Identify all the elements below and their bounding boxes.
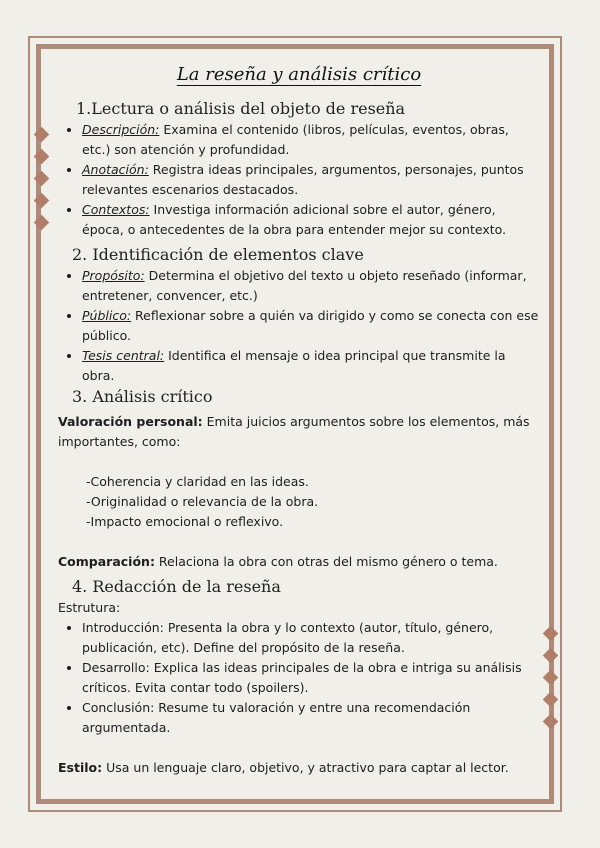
section-heading-identificacion: 2. Identificación de elementos clave: [72, 245, 364, 264]
diamond-icon: [34, 171, 50, 187]
list-item: [82, 200, 540, 240]
diamond-icon: [34, 215, 50, 231]
term-text: Reflexionar sobre a quién va dirigido y como se conecta con ese público.: [82, 308, 539, 343]
term-text: Investiga información adicional sobre el autor, género, época, o antecedentes de la obra para entender mejor su contexto.: [82, 202, 507, 237]
diamond-icon: [543, 670, 559, 686]
term-text: Determina el objetivo del texto u objeto reseñado (informar, entretener, convencer, etc.): [82, 268, 527, 303]
diamond-icon: [543, 626, 559, 642]
term-label: Descripción:: [82, 122, 160, 137]
list-item: [82, 160, 540, 200]
term-label: Propósito:: [82, 268, 145, 283]
list-item: • Desarrollo: Explica las ideas principales de la obra e intriga su análisis críticos. Evita contar todo (spoilers).: [82, 658, 540, 698]
valoracion-paragraph: [58, 412, 540, 452]
dash-item: -Impacto emocional o reflexivo.: [86, 514, 284, 529]
list-item: [82, 346, 540, 386]
list-item: [82, 306, 540, 346]
list-item: • Conclusión: Resume tu valoración y entre una recomendación argumentada.: [82, 698, 540, 738]
valoracion-text: Emita juicios argumentos sobre los elementos, más importantes, como:: [58, 414, 530, 449]
term-text: Identifica el mensaje o idea principal que transmite la obra.: [82, 348, 506, 383]
estilo-paragraph: [58, 758, 540, 778]
term-label: Anotación:: [82, 162, 149, 177]
page-title: La reseña y análisis crítico: [176, 64, 422, 85]
dash-item: -Coherencia y claridad en las ideas.: [86, 474, 309, 489]
estructura-label: Estrutura:: [58, 600, 121, 615]
term-text: Examina el contenido (libros, películas, eventos, obras, etc.) son atención y profundidad.: [82, 122, 509, 157]
section-list-lectura: [58, 120, 540, 240]
diamond-icon: [543, 648, 559, 664]
section-heading-lectura: 1.Lectura o análisis del objeto de reseña: [76, 99, 406, 118]
diamond-icon: [543, 714, 559, 730]
estilo-label: Estilo:: [58, 760, 103, 775]
section-list-identificacion: [58, 266, 540, 386]
valoracion-label: Valoración personal:: [58, 414, 203, 429]
term-text: Registra ideas principales, argumentos, personajes, puntos relevantes escenarios destacados.: [82, 162, 524, 197]
term-label: Tesis central:: [82, 348, 165, 363]
list-item: [82, 120, 540, 160]
left-diamond-ornament: [36, 126, 47, 231]
term-label: Contextos:: [82, 202, 150, 217]
right-diamond-ornament: [545, 625, 556, 730]
list-item: [82, 266, 540, 306]
diamond-icon: [34, 149, 50, 165]
term-label: Público:: [82, 308, 132, 323]
comparacion-text: Relaciona la obra con otras del mismo género o tema.: [154, 554, 498, 569]
section-heading-redaccion: 4. Redacción de la reseña: [72, 577, 281, 596]
diamond-icon: [34, 193, 50, 209]
section-list-redaccion: [58, 618, 540, 738]
section-heading-analisis: 3. Análisis crítico: [72, 387, 213, 406]
estilo-text: Usa un lenguaje claro, objetivo, y atractivo para captar al lector.: [102, 760, 509, 775]
comparacion-paragraph: [58, 552, 540, 572]
document-body: [58, 60, 540, 778]
dash-item: -Originalidad o relevancia de la obra.: [86, 494, 319, 509]
diamond-icon: [543, 692, 559, 708]
comparacion-label: Comparación:: [58, 554, 155, 569]
list-item: • Introducción: Presenta la obra y lo contexto (autor, título, género, publicación, etc). Define del propósito de la reseña.: [82, 618, 540, 658]
diamond-icon: [34, 127, 50, 143]
